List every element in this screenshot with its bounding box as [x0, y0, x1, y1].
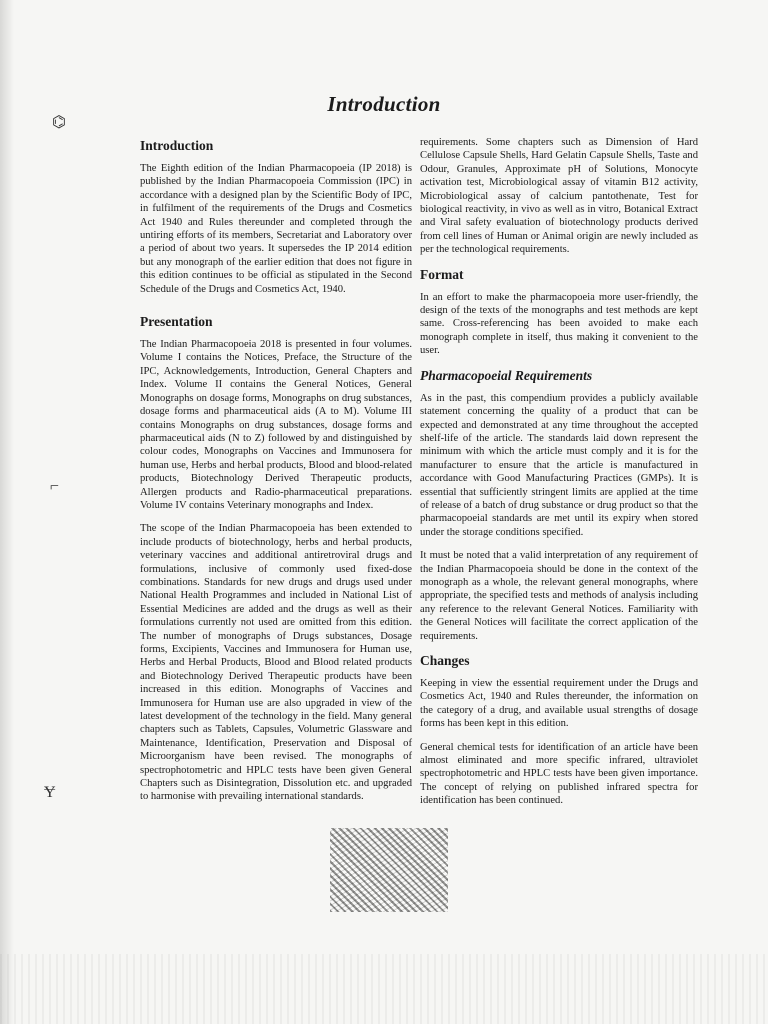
section-heading-changes: Changes — [420, 653, 470, 668]
paragraph: As in the past, this compendium provides a publicly available statement concerning the quality of a product that can be expected and demonstrated at any time throughout the accepted shelf-life of the article. The standards laid down represent the minimum with which the article must comply and it is for the manufacturer to ensure that the article is manufactured in accordance with Good Manufacturing Practices (GMPs). It is essential that sufficiently stringent limits are applied at the time of release of a batch of drug substance or drug product so that the pharmacopoeial standards are met until its expiry when stored under the storage conditions specified. — [420, 392, 698, 538]
paragraph: The scope of the Indian Pharmacopoeia has been extended to include products of biotechnology, herbs and herbal products, veterinary vaccines and additional antiretroviral drugs and formulations, inclusive of commonly used fixed-dose combinations. Standards for new drugs and drugs used under National Health Programmes and included in National List of Essential Medicines are added and the drugs as well as their formulations currently not used are omitted from this edition. The number of monographs of Drugs substances, Dosage forms, Excipients, Vaccines and Immunosera for Human use, Herbs and Herbal Products, Blood and Blood related products and Biotechnology Derived Therapeutic products have been increased in this edition. Monographs of Vaccines and Immunosera for Human use are also upgraded in view of the latest development of the technology in the field. Many general chapters such as Tablets, Capsules, Volumetric Glassware and Maintenance, Identification, Preservation and Disposal of Microorganism have been revised. The monographs of spectrophotometric and HPLC tests have been given General Chapters such as Disintegration, Dissolution etc. and upgraded to harmonise with prevailing international standards. — [140, 523, 412, 803]
paragraph: The Indian Pharmacopoeia 2018 is presented in four volumes. Volume I contains the Notices, Preface, the Structure of the IPC, Acknowledgements, Introduction, General Chapters and Index. Volume II contains the General Notices, General Monographs on dosage forms, Monographs on drug substances, dosage forms and pharmaceutical aids (A to M). Volume III contains Monographs on drug substances, dosage forms and pharmaceutical aids (N to Z) followed by and distinguished by colour codes, Monographs on Vaccines and Immunosera for human use, Herbs and herbal products, Blood and blood-related products, Biotechnology Derived Therapeutic products, Allergen products and Radio-pharmaceutical preparations. Volume IV contains Veterinary monographs and Index. — [140, 339, 412, 511]
scan-artifact — [330, 828, 448, 912]
scan-edge — [0, 0, 14, 1024]
left-column — [140, 138, 412, 814]
margin-mark-icon: ⌬ — [52, 114, 66, 131]
section-heading-requirements: Pharmacopoeial Requirements — [420, 367, 593, 383]
page-title: Introduction — [327, 92, 441, 116]
margin-mark-icon: Ɏ — [44, 784, 56, 801]
margin-mark-icon: ⌐ — [50, 478, 60, 495]
section-heading-format: Format — [420, 266, 464, 282]
scan-noise-bottom — [0, 954, 768, 1024]
paragraph: The Eighth edition of the Indian Pharmacopoeia (IP 2018) is published by the Indian Pharmacopoeia Commission (IPC) in accordance with a designed plan by the Scientific Body of IPC, in fulfilment of the requirements of the Drugs and Cosmetics Act 1940 and Rules thereunder and completed through the untiring efforts of its members, Secretariat and Laboratory over a period of about two years. It supersedes the IP 2014 edition but any monograph of the earlier edition that does not figure in this edition continues to be official as stipulated in the Second Schedule of the Drugs and Cosmetics Act, 1940. — [140, 163, 412, 295]
paragraph: In an effort to make the pharmacopoeia more user-friendly, the design of the texts of the monographs and test methods are kept same. Cross-referencing has been avoided to make each monograph complete in itself, thus making it convenient to the user. — [420, 291, 698, 357]
section-heading-presentation: Presentation — [140, 314, 213, 330]
paragraph: It must be noted that a valid interpretation of any requirement of the Indian Pharmacopoeia should be done in the context of the monograph as a whole, the relevant general monographs, where appropriate, the specified tests and methods of analysis including any reference to the relevant General Notices. Familiarity with the General Notices will facilitate the correct application of the requirements. — [420, 550, 698, 642]
right-column — [420, 136, 698, 818]
paragraph: Keeping in view the essential requirement under the Drugs and Cosmetics Act, 1940 and Rules thereunder, the information on the category of a drug, and available usual strengths of dosage forms has been kept in this edition. — [420, 678, 698, 730]
section-heading-introduction: Introduction — [140, 138, 214, 153]
paragraph: General chemical tests for identification of an article have been almost eliminated and more specific infrared, ultraviolet spectrophotometric and HPLC tests have been given importance. The concept of relying on published infrared spectra for identification has been continued. — [420, 741, 698, 807]
paragraph: requirements. Some chapters such as Dimension of Hard Cellulose Capsule Shells, Hard Gelatin Capsule Shells, Taste and Odour, Granules, Approximate pH of Solutions, Monocyte activation test, Microbiological assay of vitamin B12 activity, Microbiological assay of calcium pantothenate, Test for biological reactivity, in vivo as well as in vitro, Botanical Extract and Viral safety evaluation of biotechnology products derived from cell lines of Human or Animal origin are newly included as per the technological requirements. — [420, 137, 698, 256]
